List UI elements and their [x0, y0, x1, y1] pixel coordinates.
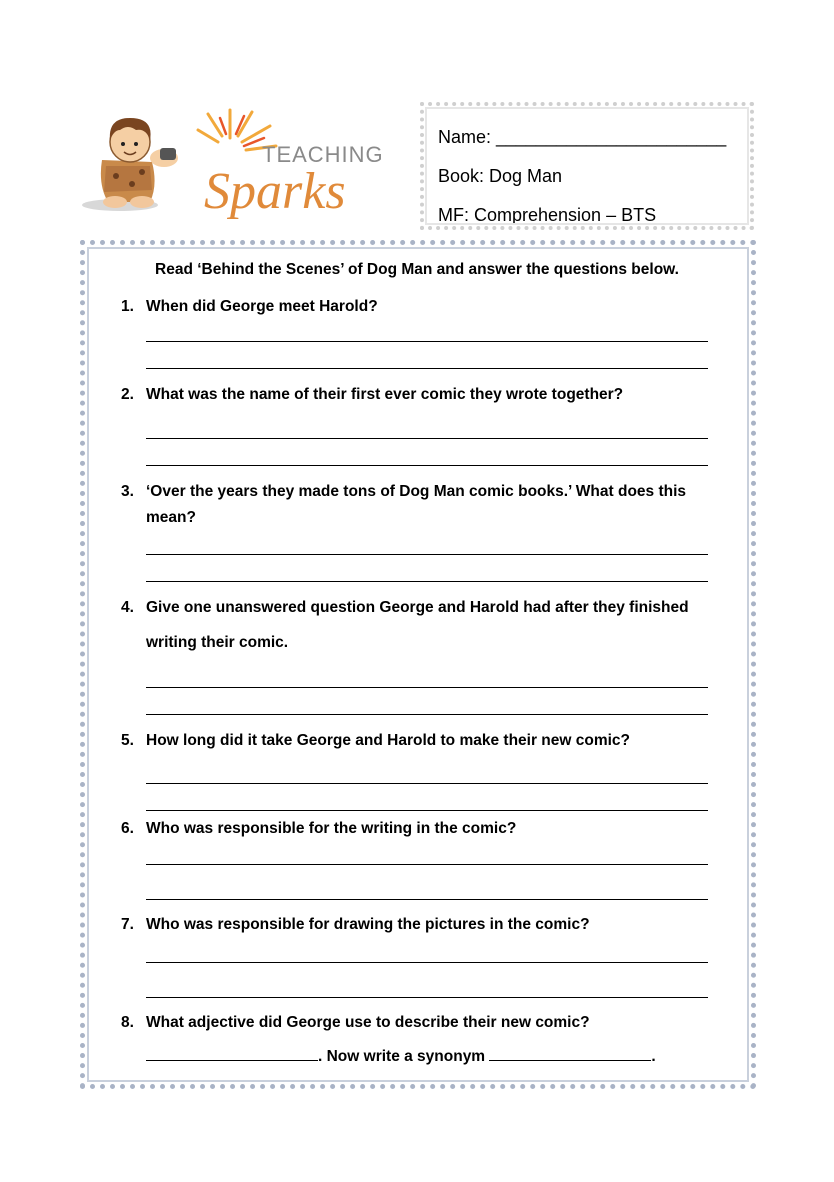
name-field[interactable]: Name: _______________________ — [438, 127, 727, 147]
synonym-blank[interactable] — [489, 1046, 651, 1061]
answer-line[interactable] — [146, 438, 708, 439]
logo-teaching-text: TEACHING — [262, 142, 384, 167]
answer-line[interactable] — [146, 465, 708, 466]
answer-line[interactable] — [146, 554, 708, 555]
answer-line[interactable] — [146, 997, 708, 998]
answer-line[interactable] — [146, 687, 708, 688]
answer-line[interactable] — [146, 962, 708, 963]
instructions: Read ‘Behind the Scenes’ of Dog Man and answer the questions below. — [155, 261, 679, 278]
answer-line[interactable] — [146, 368, 708, 369]
sentence-end: . — [651, 1048, 656, 1065]
teaching-sparks-logo — [80, 100, 400, 220]
question-text: What adjective did George use to describe their new comic? — [146, 1014, 590, 1031]
question-text: ‘Over the years they made tons of Dog Man comic books.’ What does this mean? — [146, 483, 687, 526]
question-number: 1. — [121, 298, 134, 315]
synonym-prompt: . Now write a synonym — [318, 1048, 490, 1065]
answer-line[interactable] — [146, 783, 708, 784]
question-number: 3. — [121, 483, 134, 500]
question-text: writing their comic. — [146, 634, 289, 651]
question-text: Give one unanswered question George and Harold had after they finished — [146, 599, 689, 616]
answer-line[interactable] — [146, 899, 708, 900]
question-number: 7. — [121, 916, 134, 933]
question-text: When did George meet Harold? — [146, 298, 378, 315]
question-text: Who was responsible for drawing the pictures in the comic? — [146, 916, 590, 933]
question-number: 6. — [121, 820, 134, 837]
logo-sparks-text: Sparks — [204, 163, 346, 220]
answer-line[interactable] — [146, 581, 708, 582]
question-number: 8. — [121, 1014, 134, 1031]
adjective-blank[interactable] — [146, 1046, 318, 1061]
answer-line[interactable] — [146, 714, 708, 715]
answer-line[interactable] — [146, 341, 708, 342]
mf-label: MF: Comprehension – BTS — [438, 205, 657, 225]
book-label: Book: Dog Man — [438, 166, 563, 186]
question-text: Who was responsible for the writing in the comic? — [146, 820, 517, 837]
question-number: 4. — [121, 599, 134, 616]
question-number: 5. — [121, 732, 134, 749]
answer-line[interactable] — [146, 864, 708, 865]
question-text: How long did it take George and Harold to make their new comic? — [146, 732, 631, 749]
question-number: 2. — [121, 386, 134, 403]
header-info-box — [420, 102, 754, 230]
caveman-logo-icon — [80, 100, 400, 220]
question-text: What was the name of their first ever comic they wrote together? — [146, 386, 624, 403]
question-8-answer-row — [146, 1045, 656, 1069]
answer-line[interactable] — [146, 810, 708, 811]
